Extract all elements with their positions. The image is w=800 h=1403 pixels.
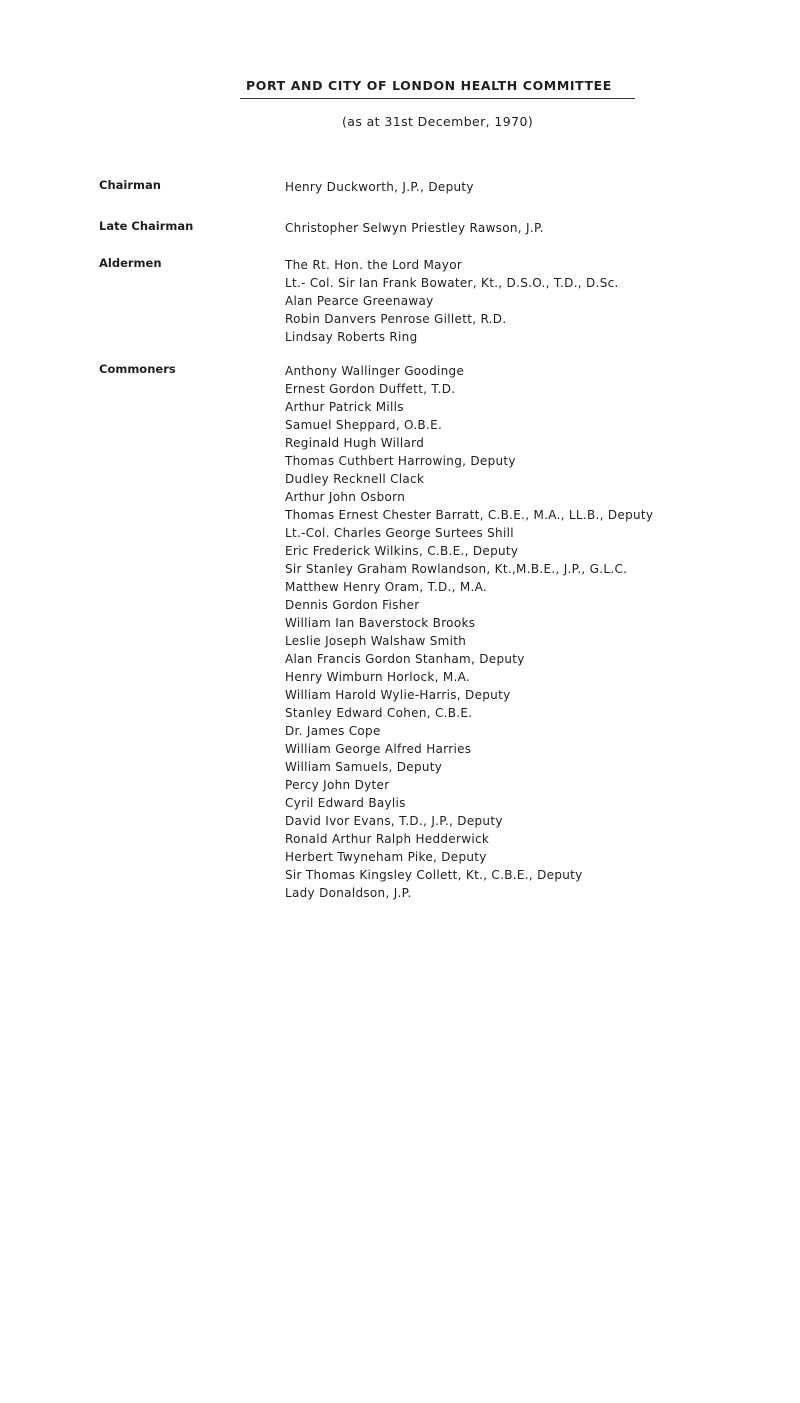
title-underline	[240, 98, 635, 99]
member-name: William Harold Wylie-Harris, Deputy	[285, 688, 511, 702]
member-name: Cyril Edward Baylis	[285, 796, 406, 810]
section-label: Late Chairman	[99, 219, 194, 233]
member-name: Thomas Ernest Chester Barratt, C.B.E., M.A., LL.B., Deputy	[285, 508, 654, 522]
member-name: Samuel Sheppard, O.B.E.	[285, 418, 443, 432]
member-name: Matthew Henry Oram, T.D., M.A.	[285, 580, 488, 594]
member-name: Lt.- Col. Sir Ian Frank Bowater, Kt., D.S.O., T.D., D.Sc.	[285, 276, 619, 290]
member-name: Anthony Wallinger Goodinge	[285, 364, 465, 378]
member-name: Percy John Dyter	[285, 778, 390, 792]
member-name: Lady Donaldson, J.P.	[285, 886, 412, 900]
member-name: Henry Wimburn Horlock, M.A.	[285, 670, 471, 684]
page-subtitle: (as at 31st December, 1970)	[342, 114, 534, 129]
member-name: Herbert Twyneham Pike, Deputy	[285, 850, 487, 864]
page-title: PORT AND CITY OF LONDON HEALTH COMMITTEE	[246, 78, 612, 93]
member-name: Lindsay Roberts Ring	[285, 330, 418, 344]
member-name: Alan Pearce Greenaway	[285, 294, 434, 308]
member-name: Thomas Cuthbert Harrowing, Deputy	[285, 454, 516, 468]
member-name: David Ivor Evans, T.D., J.P., Deputy	[285, 814, 503, 828]
section-label: Chairman	[99, 178, 161, 192]
name-list	[285, 178, 474, 196]
member-name: The Rt. Hon. the Lord Mayor	[285, 258, 463, 272]
member-name: Sir Thomas Kingsley Collett, Kt., C.B.E., Deputy	[285, 868, 583, 882]
member-name: Sir Stanley Graham Rowlandson, Kt.,M.B.E., J.P., G.L.C.	[285, 562, 628, 576]
member-name: Henry Duckworth, J.P., Deputy	[285, 180, 474, 194]
member-name: Stanley Edward Cohen, C.B.E.	[285, 706, 473, 720]
member-name: Dr. James Cope	[285, 724, 381, 738]
member-name: Arthur John Osborn	[285, 490, 406, 504]
member-name: Arthur Patrick Mills	[285, 400, 404, 414]
member-name: Dudley Recknell Clack	[285, 472, 425, 486]
member-name: Ernest Gordon Duffett, T.D.	[285, 382, 456, 396]
section-label: Commoners	[99, 362, 176, 376]
name-list	[285, 219, 544, 237]
member-name: Ronald Arthur Ralph Hedderwick	[285, 832, 490, 846]
member-name: William Samuels, Deputy	[285, 760, 443, 774]
member-name: Eric Frederick Wilkins, C.B.E., Deputy	[285, 544, 519, 558]
member-name: William Ian Baverstock Brooks	[285, 616, 476, 630]
member-name: William George Alfred Harries	[285, 742, 472, 756]
member-name: Reginald Hugh Willard	[285, 436, 425, 450]
member-name: Dennis Gordon Fisher	[285, 598, 420, 612]
section-label: Aldermen	[99, 256, 162, 270]
member-name: Christopher Selwyn Priestley Rawson, J.P.	[285, 221, 544, 235]
member-name: Leslie Joseph Walshaw Smith	[285, 634, 467, 648]
member-name: Lt.-Col. Charles George Surtees Shill	[285, 526, 514, 540]
member-name: Alan Francis Gordon Stanham, Deputy	[285, 652, 525, 666]
name-list	[285, 362, 653, 902]
name-list	[285, 256, 619, 346]
member-name: Robin Danvers Penrose Gillett, R.D.	[285, 312, 507, 326]
